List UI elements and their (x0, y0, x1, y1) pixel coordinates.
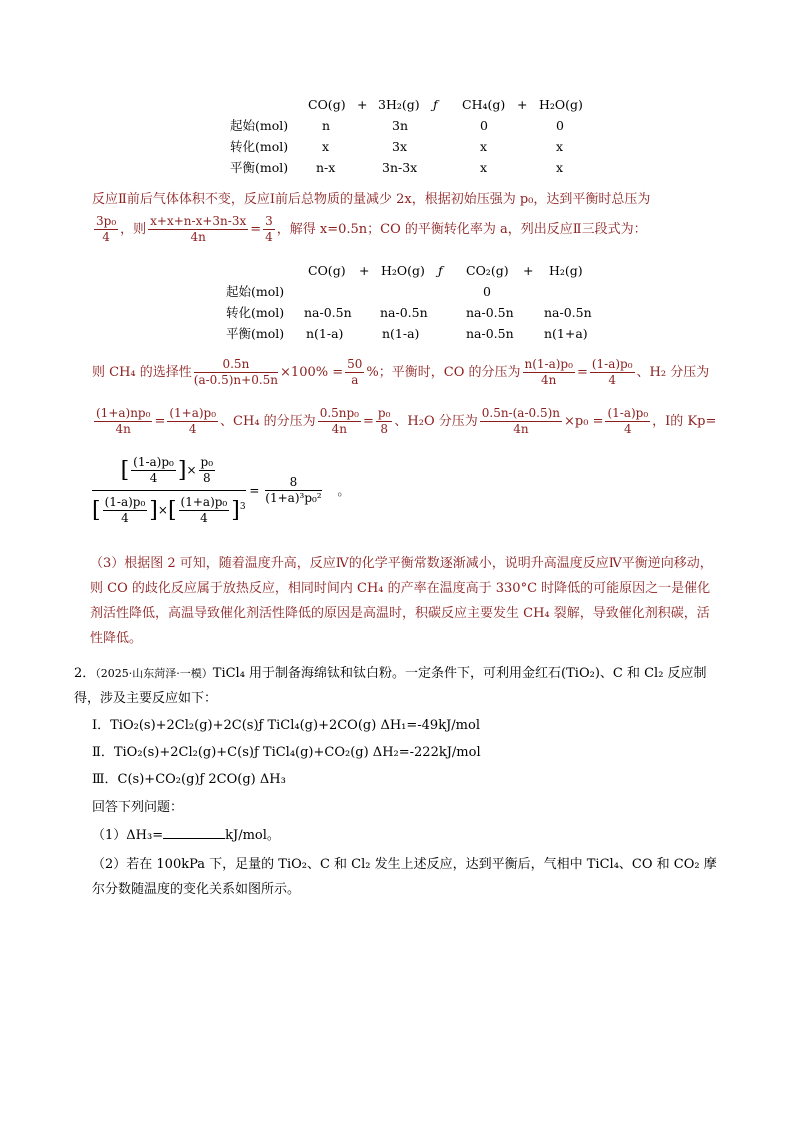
table-row (226, 302, 606, 323)
table-cell: x (322, 139, 330, 154)
table-cell: H₂O(g) (381, 263, 425, 278)
reaction-table-1 (230, 94, 590, 178)
reaction-1: Ⅰ．TiO₂(s)+2Cl₂(g)+2C(s)ƒ TiCl₄(g)+2CO(g) ΔH₁=-49kJ/mol (92, 718, 480, 733)
table-cell: x (480, 139, 488, 154)
table-cell: ƒ (433, 97, 438, 112)
reaction-3: Ⅲ．C(s)+CO₂(g)ƒ 2CO(g) ΔH₃ (92, 772, 286, 787)
table-cell: + (517, 97, 528, 112)
answer-blank[interactable] (163, 826, 225, 839)
table-cell: 0 (480, 118, 488, 133)
table-cell: + (359, 263, 370, 278)
table-cell: n(1-a) (306, 326, 344, 341)
subquestion-2: （2）若在 100kPa 下，足量的 TiO₂、C 和 Cl₂ 发生上述反应，达到平衡后，气相中 TiCl₄、CO 和 CO₂ 摩尔分数随温度的变化关系如图所示。 (92, 857, 717, 897)
fraction: $\frac{\text{(1-a)p₀}}{4}$ (591, 357, 633, 387)
table-cell: 0 (483, 284, 491, 299)
formula-line: $\frac{\text{(1+a)np₀}}{4n}$ = $\frac{\text{(1+a)p₀}}{4}$ 、CH₄ 的分压为 $\frac{\text{0.5np₀}}{4n}$ = $\frac{\text{p₀}}{8}$ 、H₂O 分压为 $\frac{0.5n-(a-0.5)n}{4n}$ ×p₀ = $\frac{\text{(1-a)p₀}}{4}$ ，Ⅰ的 Kp= (96, 406, 717, 436)
table-cell: x (556, 139, 564, 154)
row-label: 转化(mol) (230, 139, 289, 154)
fraction: $\frac{3}{4}$ (265, 214, 273, 244)
question-number: 2． (74, 666, 96, 681)
paragraph: 反应Ⅱ前后气体体积不变，反应Ⅰ前后总物质的量减少 2x，根据初始压强为 p₀，达到平衡时总压为 (92, 192, 651, 207)
fraction: $\frac{\text{3p₀}}{4}$ (96, 214, 117, 244)
table-cell: x (480, 160, 488, 175)
table-cell: CO(g) (308, 263, 346, 278)
fraction: $\frac{50}{a}$ (347, 357, 363, 387)
table-header (226, 260, 606, 281)
table-cell: x (556, 160, 564, 175)
fraction: $\frac{\text{(1+a)p₀}}{4}$ (169, 406, 217, 436)
row-label: 起始(mol) (230, 118, 289, 133)
question-text: TiCl₄ 用于制备海绵钛和钛白粉。一定条件下，可利用金红石(TiO₂)、C 和 Cl₂ 反应制得，涉及主要反应如下： (74, 666, 707, 706)
question-2-stem (74, 661, 722, 711)
table-cell: n-x (316, 160, 336, 175)
reaction-table-2 (226, 260, 606, 344)
table-cell: 3n (392, 118, 409, 133)
fraction: $\frac{\text{p₀}}{8}$ (377, 406, 391, 436)
row-label: 平衡(mol) (230, 160, 289, 175)
fraction: $\frac{8}{\text{(1+a)³p₀²}}$ (265, 475, 322, 505)
row-label: 平衡(mol) (226, 326, 285, 341)
table-cell: n(1+a) (544, 326, 588, 341)
subquestion-1: （1）ΔH₃= kJ/mol。 (92, 828, 280, 843)
table-cell: CO(g) (308, 97, 346, 112)
fraction: $\frac{0.5n}{(a-0.5)n+0.5n}$ (193, 357, 279, 387)
fraction: $\frac{\text{n(1-a)p₀}}{4n}$ (524, 357, 573, 387)
table-cell: 3n-3x (382, 160, 418, 175)
question-source: （2025·山东菏泽·一模） (95, 667, 213, 680)
table-cell: na-0.5n (544, 305, 592, 320)
table-cell: H₂(g) (549, 263, 583, 278)
table-row (226, 281, 606, 302)
table-cell: + (357, 97, 368, 112)
table-cell: CH₄(g) (462, 97, 506, 112)
paragraph: （3）根据图 2 可知，随着温度升高，反应Ⅳ的化学平衡常数逐渐减小，说明升高温度反应Ⅳ平衡逆向移动，则 CO 的歧化反应属于放热反应，相同时间内 CH₄ 的产率在温度高于 330°C 时降低的可能原因之一是催化剂活性降低，高温导致催化剂活性降低的原因是高温时，积碳反应主要发生 CH₄ 裂解，导致催化剂积碳，活性降低。 (90, 556, 713, 646)
table-cell: 3x (392, 139, 408, 154)
table-cell: 3H₂(g) (378, 97, 420, 112)
table-cell: n (322, 118, 331, 133)
table-cell: n(1-a) (382, 326, 420, 341)
row-label: 起始(mol) (226, 284, 285, 299)
kp-denominator: [ $\frac{\text{(1-a)p₀}}{4}$ ]×[ $\frac{\text{(1+a)p₀}}{4}$ ]$^3$ (92, 495, 246, 525)
table-row (230, 136, 590, 157)
fraction: $\frac{\text{(1-a)p₀}}{4}$ (607, 406, 649, 436)
reaction-2: Ⅱ．TiO₂(s)+2Cl₂(g)+C(s)ƒ TiCl₄(g)+CO₂(g) ΔH₂=-222kJ/mol (92, 745, 481, 760)
table-cell: na-0.5n (304, 305, 352, 320)
table-cell: 0 (556, 118, 564, 133)
table-row (230, 157, 590, 178)
formula-line: $\frac{\text{3p₀}}{4}$ ，则 $\frac{x+x+n-x+3n-3x}{4n}$ = $\frac{3}{4}$ ，解得 x=0.5n；CO 的平衡转化率为 a，列出反应Ⅱ三段式为： (96, 214, 647, 244)
table-cell: H₂O(g) (539, 97, 583, 112)
table-cell: + (523, 263, 534, 278)
kp-expression: [ $\frac{\text{(1-a)p₀}}{4}$ ]× $\frac{\text{p₀}}{8}$ [ $\frac{\text{(1-a)p₀}}{4}$ ]×[ $\frac{\text{(1+a)p₀}}{4}$ ]$^3$ = $\frac{8}{\text{(1+a)³p₀²}}$ 。 (92, 455, 350, 525)
kp-fraction (92, 455, 246, 526)
table-cell: na-0.5n (380, 305, 428, 320)
kp-numerator: [ $\frac{\text{(1-a)p₀}}{4}$ ]× $\frac{\text{p₀}}{8}$ (92, 455, 246, 491)
table-cell: na-0.5n (466, 305, 514, 320)
fraction: $\frac{\text{(1+a)np₀}}{4n}$ (96, 406, 151, 436)
fraction: $\frac{x+x+n-x+3n-3x}{4n}$ (150, 214, 247, 244)
fraction: $\frac{\text{0.5np₀}}{4n}$ (319, 406, 359, 436)
table-cell: na-0.5n (466, 326, 514, 341)
table-row (230, 115, 590, 136)
fraction: $\frac{0.5n-(a-0.5)n}{4n}$ (481, 406, 561, 436)
row-label: 转化(mol) (226, 305, 285, 320)
formula-line: 则 CH₄ 的选择性 $\frac{0.5n}{(a-0.5)n+0.5n}$ ×100% = $\frac{50}{a}$ %；平衡时，CO 的分压为 $\frac{\text{n(1-a)p₀}}{4n}$ = $\frac{\text{(1-a)p₀}}{4}$ 、H₂ 分压为 (92, 357, 710, 387)
table-cell: ƒ (438, 263, 443, 278)
table-cell: CO₂(g) (466, 263, 509, 278)
prompt-text: 回答下列问题： (92, 800, 184, 815)
table-header (230, 94, 590, 115)
table-row (226, 323, 606, 344)
